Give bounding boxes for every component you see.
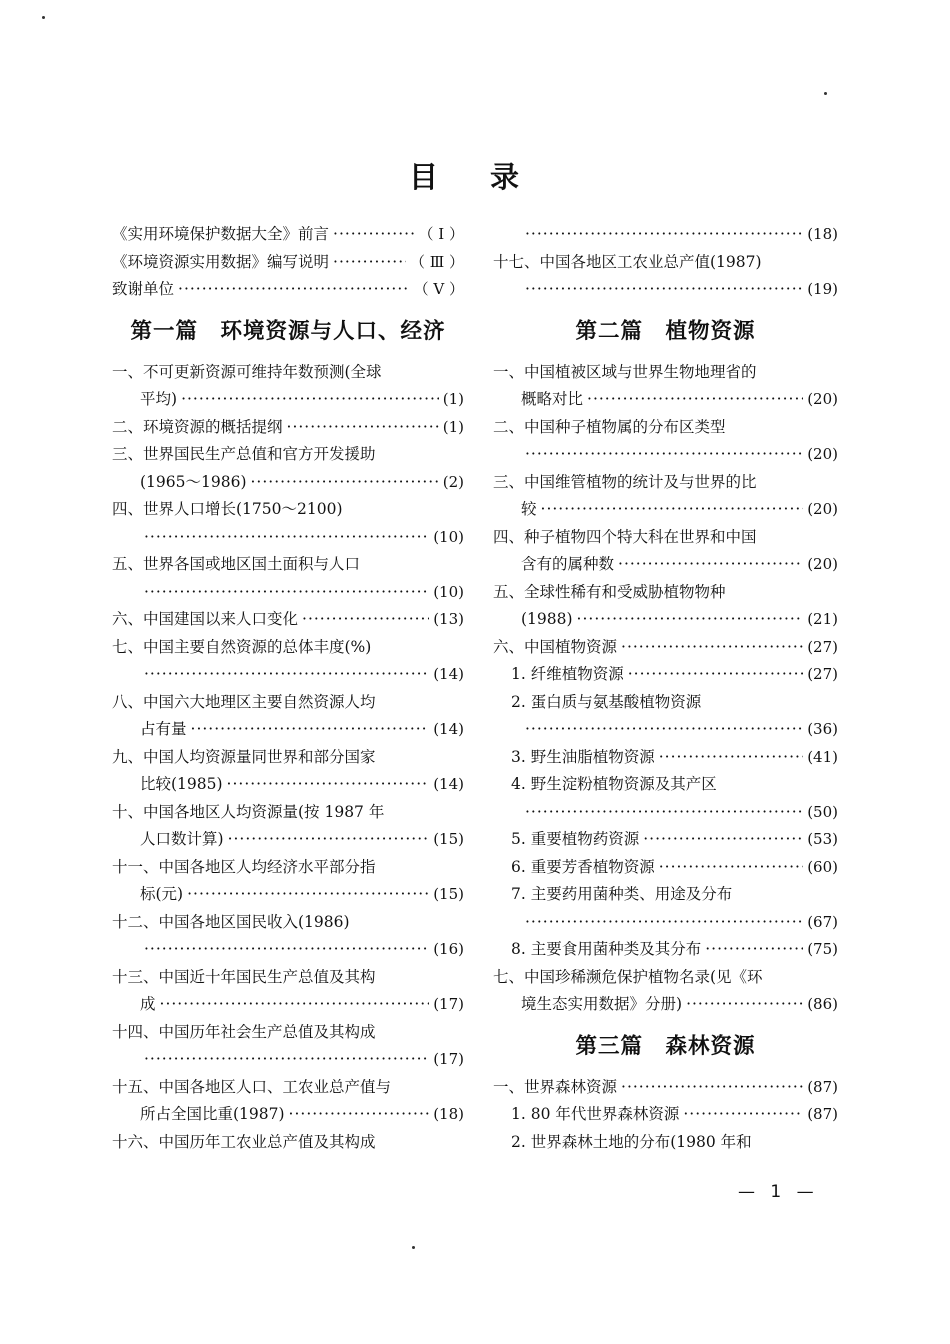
dot-leader bbox=[227, 771, 430, 799]
toc-entry-page: (67) bbox=[807, 912, 838, 931]
dot-leader bbox=[587, 386, 803, 414]
dot-leader bbox=[333, 221, 415, 249]
toc-entry-page: (18) bbox=[807, 225, 838, 243]
toc-entry-title: 7. 主要药用菌种类、用途及分布 bbox=[511, 885, 733, 903]
toc-entry-page: (10) bbox=[433, 582, 464, 601]
toc-entry-title: 概略对比 bbox=[521, 390, 584, 408]
toc-entry-title: 成 bbox=[140, 995, 156, 1013]
toc-entry bbox=[112, 359, 464, 387]
dot-leader bbox=[621, 1074, 803, 1102]
toc-entry bbox=[112, 689, 464, 717]
toc-entry bbox=[112, 826, 464, 854]
dot-leader bbox=[577, 606, 804, 634]
toc-entry-page: (17) bbox=[433, 1050, 464, 1068]
dot-leader bbox=[525, 276, 803, 304]
toc-entry-title: 6. 重要芳香植物资源 bbox=[511, 857, 655, 876]
toc-entry-page: (53) bbox=[807, 830, 838, 848]
toc-entry-title: 二、中国种子植物属的分布区类型 bbox=[493, 417, 726, 436]
toc-entry-page: （ Ⅲ ） bbox=[409, 252, 464, 271]
toc-entry bbox=[112, 386, 464, 414]
toc-entry bbox=[493, 744, 838, 772]
dot-leader bbox=[251, 469, 439, 497]
toc-entry bbox=[112, 1074, 464, 1102]
toc-entry-page: (75) bbox=[807, 940, 838, 958]
dot-leader bbox=[618, 551, 803, 579]
toc-entry-title: 占有量 bbox=[140, 720, 187, 738]
dot-leader bbox=[628, 661, 803, 689]
part2-heading: 第二篇 植物资源 bbox=[575, 318, 756, 344]
toc-entry-title: 十四、中国历年社会生产总值及其构成 bbox=[112, 1022, 376, 1041]
toc-entry-title: 七、中国主要自然资源的总体丰度(%) bbox=[112, 637, 372, 656]
toc-entry bbox=[493, 276, 838, 304]
dot-leader bbox=[187, 881, 429, 909]
dot-leader bbox=[144, 579, 429, 607]
toc-entry-page: (36) bbox=[807, 720, 838, 738]
dot-leader bbox=[228, 826, 430, 854]
toc-entry-title: 8. 主要食用菌种类及其分布 bbox=[511, 940, 702, 958]
toc-entry bbox=[112, 249, 464, 277]
toc-entry bbox=[112, 606, 464, 634]
toc-entry bbox=[493, 359, 838, 387]
toc-entry bbox=[112, 936, 464, 964]
toc-entry bbox=[112, 579, 464, 607]
dot-leader bbox=[302, 606, 429, 634]
toc-entry-title: 较 bbox=[521, 500, 537, 518]
dot-leader bbox=[144, 524, 429, 552]
toc-entry-page: (86) bbox=[807, 995, 838, 1013]
toc-entry bbox=[493, 1129, 838, 1157]
toc-entry-title: 一、世界森林资源 bbox=[493, 1077, 618, 1096]
page-number: — 1 — bbox=[738, 1182, 819, 1202]
toc-entry-title: 六、中国植物资源 bbox=[493, 637, 618, 656]
toc-entry-title: 比较(1985) bbox=[140, 775, 223, 793]
toc-entry-page: (1) bbox=[442, 417, 464, 436]
dot-leader bbox=[659, 744, 803, 772]
dot-leader bbox=[683, 1101, 803, 1129]
toc-entry-page: (60) bbox=[807, 857, 838, 876]
scan-speck bbox=[42, 16, 45, 19]
dot-leader bbox=[525, 909, 803, 937]
toc-entry bbox=[112, 716, 464, 744]
toc-entry-title: 十、中国各地区人均资源量(按 1987 年 bbox=[112, 802, 385, 821]
part1-heading: 第一篇 环境资源与人口、经济 bbox=[130, 318, 446, 344]
toc-entry bbox=[112, 1129, 464, 1157]
toc-entry bbox=[493, 854, 838, 882]
scan-speck bbox=[824, 92, 827, 95]
toc-right-column bbox=[493, 221, 838, 1156]
toc-entry-page: (14) bbox=[433, 775, 464, 793]
toc-entry-title: (1988) bbox=[521, 610, 573, 628]
toc-entry bbox=[493, 606, 838, 634]
dot-leader bbox=[643, 826, 803, 854]
toc-entry-title: 平均) bbox=[140, 390, 178, 408]
toc-entry-page: (21) bbox=[807, 610, 838, 628]
toc-entry bbox=[112, 1019, 464, 1047]
toc-entry-page: (87) bbox=[807, 1105, 838, 1123]
toc-entry bbox=[493, 386, 838, 414]
dot-leader bbox=[144, 936, 429, 964]
toc-entry-page: （ Ⅴ ） bbox=[413, 280, 464, 298]
toc-entry-title: 3. 野生油脂植物资源 bbox=[511, 747, 655, 766]
toc-entry-page: (14) bbox=[433, 665, 464, 683]
toc-entry bbox=[493, 689, 838, 717]
toc-entry-page: (50) bbox=[807, 802, 838, 821]
dot-leader bbox=[525, 799, 803, 827]
toc-entry-title: 八、中国六大地理区主要自然资源人均 bbox=[112, 692, 376, 711]
dot-leader bbox=[541, 496, 804, 524]
toc-entry-title: 1. 纤维植物资源 bbox=[511, 665, 624, 683]
toc-entry bbox=[112, 634, 464, 662]
toc-entry bbox=[112, 1046, 464, 1074]
toc-entry-title: 四、世界人口增长(1750～2100) bbox=[112, 500, 343, 518]
toc-entry-page: (20) bbox=[807, 390, 838, 408]
toc-entry bbox=[493, 1074, 838, 1102]
toc-entry bbox=[493, 496, 838, 524]
toc-entry-title: 致谢单位 bbox=[112, 280, 175, 298]
toc-entry-title: 标(元) bbox=[140, 885, 184, 903]
toc-entry bbox=[112, 991, 464, 1019]
toc-entry bbox=[112, 661, 464, 689]
toc-entry-page: (16) bbox=[433, 940, 464, 958]
toc-entry bbox=[493, 221, 838, 249]
toc-entry-page: (14) bbox=[433, 720, 464, 738]
toc-entry-title: 十七、中国各地区工农业总产值(1987) bbox=[493, 252, 762, 271]
toc-entry bbox=[112, 799, 464, 827]
toc-entry-title: 七、中国珍稀濒危保护植物名录(见《环 bbox=[493, 967, 763, 986]
toc-entry-title: 所占全国比重(1987) bbox=[140, 1105, 285, 1123]
toc-entry-title: 三、中国维管植物的统计及与世界的比 bbox=[493, 472, 757, 491]
toc-entry bbox=[112, 909, 464, 937]
toc-entry bbox=[112, 854, 464, 882]
toc-entry-title: 2. 世界森林土地的分布(1980 年和 bbox=[511, 1132, 752, 1151]
toc-entry bbox=[493, 524, 838, 552]
toc-entry bbox=[493, 249, 838, 277]
toc-entry-page: (20) bbox=[807, 500, 838, 518]
toc-entry-title: 二、环境资源的概括提纲 bbox=[112, 417, 283, 436]
toc-entry bbox=[493, 551, 838, 579]
toc-entry-title: 一、中国植被区域与世界生物地理省的 bbox=[493, 362, 757, 381]
toc-entry-title: 2. 蛋白质与氨基酸植物资源 bbox=[511, 692, 702, 711]
toc-entry bbox=[493, 799, 838, 827]
toc-entry-title: 十二、中国各地区国民收入(1986) bbox=[112, 912, 350, 931]
dot-leader bbox=[144, 1046, 429, 1074]
toc-entry bbox=[112, 469, 464, 497]
dot-leader bbox=[686, 991, 803, 1019]
toc-entry bbox=[112, 276, 464, 304]
toc-entry-page: (18) bbox=[433, 1105, 464, 1123]
dot-leader bbox=[191, 716, 430, 744]
toc-entry-title: 十六、中国历年工农业总产值及其构成 bbox=[112, 1132, 376, 1151]
toc-entry-title: 四、种子植物四个特大科在世界和中国 bbox=[493, 527, 757, 546]
toc-entry-page: (15) bbox=[433, 830, 464, 848]
toc-entry bbox=[112, 964, 464, 992]
toc-entry-page: (1) bbox=[442, 390, 464, 408]
toc-entry bbox=[493, 881, 838, 909]
toc-entry bbox=[493, 661, 838, 689]
toc-entry bbox=[493, 991, 838, 1019]
dot-leader bbox=[333, 249, 406, 277]
dot-leader bbox=[289, 1101, 430, 1129]
toc-entry-title: 一、不可更新资源可维持年数预测(全球 bbox=[112, 362, 382, 381]
toc-entry-title: 含有的属种数 bbox=[521, 555, 615, 573]
dot-leader bbox=[178, 276, 410, 304]
toc-entry-page: (19) bbox=[807, 280, 838, 298]
toc-entry bbox=[112, 221, 464, 249]
dot-leader bbox=[287, 414, 439, 442]
toc-entry-title: 九、中国人均资源量同世界和部分国家 bbox=[112, 747, 376, 766]
toc-left-column bbox=[112, 221, 464, 1156]
toc-entry-page: (20) bbox=[807, 445, 838, 463]
toc-entry-title: 十五、中国各地区人口、工农业总产值与 bbox=[112, 1077, 392, 1096]
toc-entry bbox=[493, 441, 838, 469]
toc-entry-page: (17) bbox=[433, 995, 464, 1013]
toc-entry-title: 《环境资源实用数据》编写说明 bbox=[112, 252, 330, 271]
dot-leader bbox=[160, 991, 430, 1019]
part3-heading: 第三篇 森林资源 bbox=[575, 1033, 756, 1059]
toc-entry bbox=[493, 469, 838, 497]
toc-entry bbox=[493, 579, 838, 607]
toc-entry-page: (2) bbox=[442, 472, 464, 491]
dot-leader bbox=[525, 221, 803, 249]
toc-entry-title: 《实用环境保护数据大全》前言 bbox=[112, 225, 330, 243]
toc-entry bbox=[493, 716, 838, 744]
toc-entry-page: (20) bbox=[807, 555, 838, 573]
toc-entry bbox=[493, 634, 838, 662]
toc-entry-title: 4. 野生淀粉植物资源及其产区 bbox=[511, 775, 717, 793]
toc-entry bbox=[493, 909, 838, 937]
toc-entry bbox=[112, 496, 464, 524]
toc-entry bbox=[493, 1101, 838, 1129]
toc-entry-title: 五、全球性稀有和受威胁植物物种 bbox=[493, 582, 726, 601]
toc-entry bbox=[112, 441, 464, 469]
toc-entry-page: (15) bbox=[433, 885, 464, 903]
toc-entry-title: 境生态实用数据》分册) bbox=[521, 995, 683, 1013]
toc-entry-title: 六、中国建国以来人口变化 bbox=[112, 610, 299, 628]
toc-entry-page: (87) bbox=[807, 1077, 838, 1096]
dot-leader bbox=[659, 854, 803, 882]
page-title: 目录 bbox=[408, 160, 571, 194]
toc-entry-title: (1965～1986) bbox=[140, 472, 247, 491]
dot-leader bbox=[144, 661, 429, 689]
dot-leader bbox=[621, 634, 803, 662]
toc-entry-title: 五、世界各国或地区国土面积与人口 bbox=[112, 555, 361, 573]
toc-entry bbox=[493, 964, 838, 992]
toc-entry-title: 5. 重要植物药资源 bbox=[511, 830, 640, 848]
toc-entry-title: 十一、中国各地区人均经济水平部分指 bbox=[112, 857, 376, 876]
toc-entry-title: 十三、中国近十年国民生产总值及其构 bbox=[112, 967, 376, 986]
toc-entry bbox=[112, 881, 464, 909]
toc-entry bbox=[493, 771, 838, 799]
toc-entry bbox=[112, 524, 464, 552]
dot-leader bbox=[181, 386, 439, 414]
toc-entry bbox=[112, 1101, 464, 1129]
toc-entry-page: (10) bbox=[433, 527, 464, 546]
dot-leader bbox=[705, 936, 803, 964]
toc-entry bbox=[493, 936, 838, 964]
toc-entry-title: 1. 80 年代世界森林资源 bbox=[511, 1105, 680, 1123]
dot-leader bbox=[525, 441, 803, 469]
scan-speck bbox=[412, 1246, 415, 1249]
toc-entry-page: （ Ⅰ ） bbox=[418, 225, 464, 243]
toc-entry-page: (13) bbox=[433, 610, 464, 628]
toc-entry bbox=[112, 771, 464, 799]
toc-entry bbox=[493, 826, 838, 854]
toc-entry-title: 人口数计算) bbox=[140, 830, 224, 848]
toc-entry bbox=[112, 744, 464, 772]
toc-entry bbox=[112, 414, 464, 442]
toc-entry-page: (41) bbox=[807, 747, 838, 766]
toc-entry-page: (27) bbox=[807, 637, 838, 656]
toc-entry bbox=[112, 551, 464, 579]
toc-entry-title: 三、世界国民生产总值和官方开发援助 bbox=[112, 445, 376, 463]
dot-leader bbox=[525, 716, 803, 744]
toc-entry-page: (27) bbox=[807, 665, 838, 683]
toc-entry bbox=[493, 414, 838, 442]
